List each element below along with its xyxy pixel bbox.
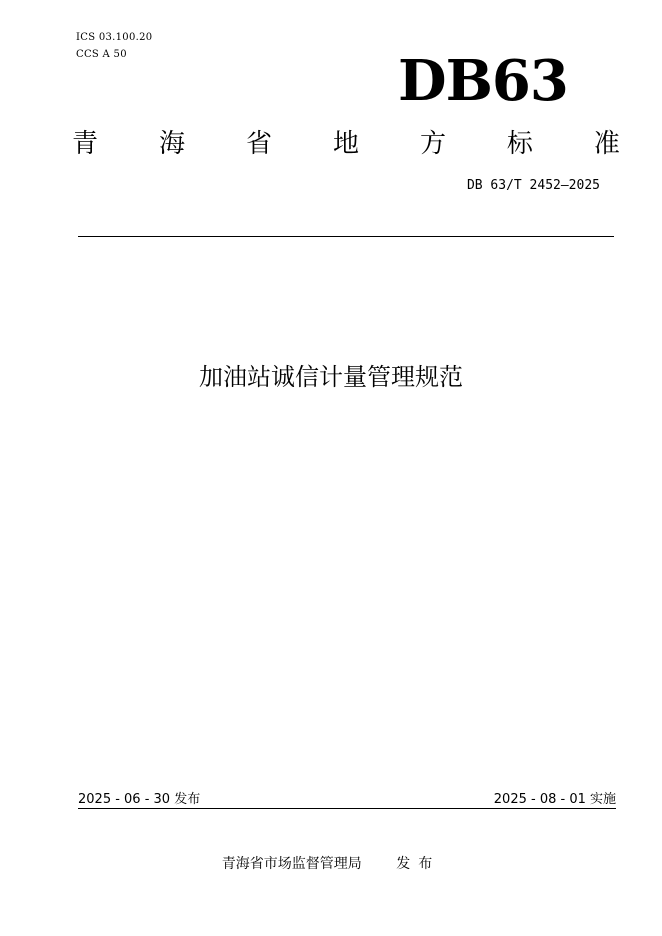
- standard-type-char: 准: [593, 129, 620, 159]
- top-divider: [78, 236, 614, 237]
- issuing-organization: 青海省市场监督管理局: [221, 856, 362, 872]
- implement-date: 2025 - 08 - 01 实施: [493, 792, 616, 807]
- issue-action: 发布: [396, 856, 441, 872]
- issuer-line: [0, 853, 662, 873]
- standard-type-char: 青: [72, 129, 99, 159]
- standard-code: DB 63/T 2452—2025: [466, 178, 600, 193]
- standard-type-char: 方: [419, 129, 446, 159]
- publish-date: 2025 - 06 - 30 发布: [78, 792, 201, 807]
- standard-type-heading: [72, 126, 620, 162]
- standard-type-char: 海: [158, 129, 185, 159]
- db63-logo: DB63: [398, 48, 568, 114]
- ccs-code: CCS A 50: [76, 49, 127, 60]
- standard-type-char: 省: [245, 129, 272, 159]
- bottom-divider: [78, 808, 616, 809]
- ics-code: ICS 03.100.20: [76, 32, 153, 43]
- standard-type-char: 标: [506, 129, 533, 159]
- standard-type-char: 地: [332, 129, 359, 159]
- document-title: 加油站诚信计量管理规范: [199, 363, 463, 391]
